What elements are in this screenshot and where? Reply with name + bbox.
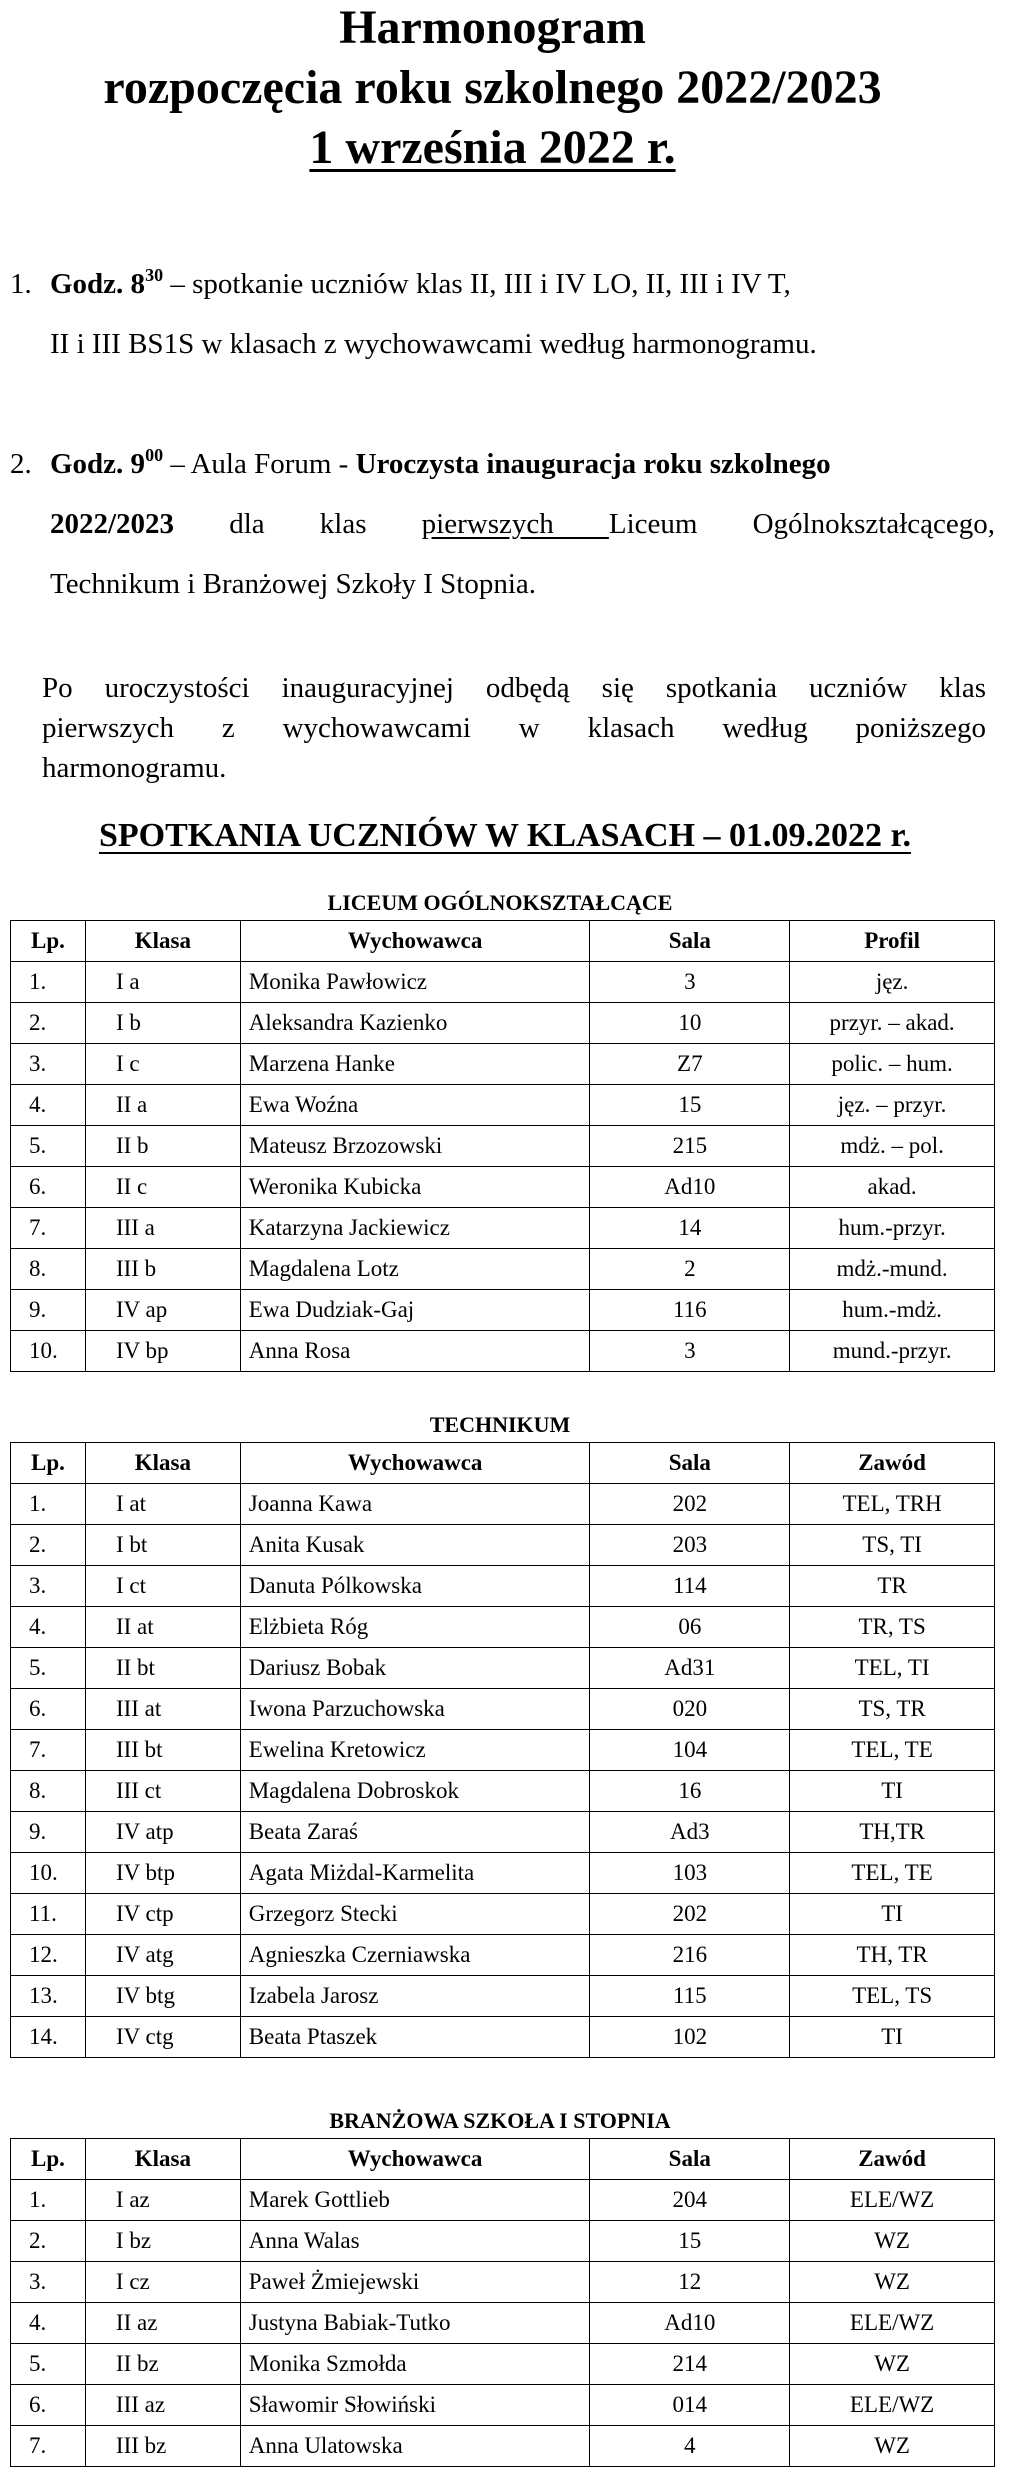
table-row — [11, 2303, 995, 2344]
cell-sala: 214 — [590, 2344, 790, 2385]
table-row — [11, 1812, 995, 1853]
cell-sala: 3 — [590, 1331, 790, 1372]
cell-sala: 16 — [590, 1771, 790, 1812]
cell-wychowawca: Aleksandra Kazienko — [240, 1003, 590, 1044]
cell-profil: WZ — [790, 2344, 995, 2385]
item-line — [50, 265, 995, 301]
cell-sala: 104 — [590, 1730, 790, 1771]
cell-profil: TEL, TS — [790, 1976, 995, 2017]
table-row — [11, 1167, 995, 1208]
cell-sala: 215 — [590, 1126, 790, 1167]
item-time: Godz. $8^{30}$ — [50, 265, 164, 300]
section-title-branzowa: BRANŻOWA SZKOŁA I STOPNIA — [329, 2108, 671, 2133]
cell-sala: Ad10 — [590, 2303, 790, 2344]
col-header: Sala — [590, 1443, 790, 1484]
section-title-technikum: TECHNIKUM — [429, 1412, 571, 1437]
cell-lp: 5. — [11, 2344, 86, 2385]
cell-wychowawca: Marzena Hanke — [240, 1044, 590, 1085]
cell-sala: 103 — [590, 1853, 790, 1894]
cell-profil: TS, TR — [790, 1689, 995, 1730]
table-row — [11, 2180, 995, 2221]
cell-sala: 216 — [590, 1935, 790, 1976]
cell-sala: 14 — [590, 1208, 790, 1249]
table-lo — [10, 920, 995, 1372]
cell-wychowawca: Monika Pawłowicz — [240, 962, 590, 1003]
cell-lp: 5. — [11, 1648, 86, 1689]
cell-lp: 4. — [11, 1085, 86, 1126]
cell-lp: 4. — [11, 2303, 86, 2344]
cell-wychowawca: Agata Miżdal-Karmelita — [240, 1853, 590, 1894]
cell-sala: 202 — [590, 1894, 790, 1935]
table-row — [11, 2385, 995, 2426]
cell-wychowawca: Paweł Żmiejewski — [240, 2262, 590, 2303]
cell-wychowawca: Dariusz Bobak — [240, 1648, 590, 1689]
cell-sala: 3 — [590, 962, 790, 1003]
cell-wychowawca: Grzegorz Stecki — [240, 1894, 590, 1935]
cell-klasa: I az — [85, 2180, 240, 2221]
cell-wychowawca: Katarzyna Jackiewicz — [240, 1208, 590, 1249]
cell-lp: 7. — [11, 1208, 86, 1249]
cell-klasa: IV ctg — [85, 2017, 240, 2058]
col-header: Klasa — [85, 2139, 240, 2180]
cell-klasa: I at — [85, 1484, 240, 1525]
cell-klasa: I a — [85, 962, 240, 1003]
cell-wychowawca: Anna Walas — [240, 2221, 590, 2262]
table-row — [11, 1085, 995, 1126]
cell-klasa: III b — [85, 1249, 240, 1290]
cell-lp: 3. — [11, 2262, 86, 2303]
cell-sala: 4 — [590, 2426, 790, 2467]
col-header: Zawód — [790, 2139, 995, 2180]
cell-wychowawca: Monika Szmołda — [240, 2344, 590, 2385]
table-branzowa — [10, 2138, 995, 2467]
cell-wychowawca: Ewa Dudziak-Gaj — [240, 1290, 590, 1331]
cell-klasa: II az — [85, 2303, 240, 2344]
cell-wychowawca: Marek Gottlieb — [240, 2180, 590, 2221]
cell-lp: 10. — [11, 1853, 86, 1894]
col-header: Wychowawca — [240, 921, 590, 962]
cell-profil: mund.-przyr. — [790, 1331, 995, 1372]
col-header: Lp. — [11, 921, 86, 962]
table-row — [11, 2262, 995, 2303]
title-line-1: Harmonogram — [339, 1, 646, 54]
cell-klasa: I bt — [85, 1525, 240, 1566]
item-line: Technikum i Branżowej Szkoły I Stopnia. — [50, 568, 537, 600]
cell-klasa: I b — [85, 1003, 240, 1044]
cell-lp: 6. — [11, 1689, 86, 1730]
cell-wychowawca: Anita Kusak — [240, 1525, 590, 1566]
cell-sala: 204 — [590, 2180, 790, 2221]
cell-profil: przyr. – akad. — [790, 1003, 995, 1044]
cell-profil: TEL, TRH — [790, 1484, 995, 1525]
cell-sala: 102 — [590, 2017, 790, 2058]
cell-profil: TI — [790, 2017, 995, 2058]
cell-profil: hum.-mdż. — [790, 1290, 995, 1331]
cell-lp: 5. — [11, 1126, 86, 1167]
cell-klasa: III az — [85, 2385, 240, 2426]
cell-klasa: III bz — [85, 2426, 240, 2467]
cell-klasa: I c — [85, 1044, 240, 1085]
cell-sala: 020 — [590, 1689, 790, 1730]
cell-klasa: IV atp — [85, 1812, 240, 1853]
cell-sala: 10 — [590, 1003, 790, 1044]
table-row — [11, 2344, 995, 2385]
section-title-lo: LICEUM OGÓLNOKSZTAŁCĄCE — [327, 890, 673, 915]
cell-wychowawca: Agnieszka Czerniawska — [240, 1935, 590, 1976]
cell-wychowawca: Danuta Pólkowska — [240, 1566, 590, 1607]
cell-klasa: I ct — [85, 1566, 240, 1607]
table-header-row — [11, 1443, 995, 1484]
table-row — [11, 1208, 995, 1249]
cell-profil: TEL, TI — [790, 1648, 995, 1689]
meetings-subtitle: SPOTKANIA UCZNIÓW W KLASACH – 01.09.2022 r. — [98, 817, 912, 854]
cell-sala: 116 — [590, 1290, 790, 1331]
cell-lp: 6. — [11, 2385, 86, 2426]
cell-profil: TEL, TE — [790, 1730, 995, 1771]
cell-wychowawca: Ewa Woźna — [240, 1085, 590, 1126]
cell-sala: 014 — [590, 2385, 790, 2426]
col-header: Klasa — [85, 1443, 240, 1484]
table-row — [11, 1730, 995, 1771]
table-header-row — [11, 921, 995, 962]
cell-profil: ELE/WZ — [790, 2303, 995, 2344]
cell-klasa: III ct — [85, 1771, 240, 1812]
cell-wychowawca: Mateusz Brzozowski — [240, 1126, 590, 1167]
cell-wychowawca: Beata Ptaszek — [240, 2017, 590, 2058]
table-row — [11, 1689, 995, 1730]
item-line: 2022/2023 dla klas pierwszych Liceum Ogólnokształcącego, — [50, 508, 995, 540]
item-text: – Aula Forum - — [163, 448, 356, 480]
cell-sala: 15 — [590, 2221, 790, 2262]
cell-profil: WZ — [790, 2221, 995, 2262]
cell-lp: 8. — [11, 1771, 86, 1812]
title-line-2: rozpoczęcia roku szkolnego 2022/2023 — [103, 61, 882, 114]
cell-wychowawca: Sławomir Słowiński — [240, 2385, 590, 2426]
cell-wychowawca: Justyna Babiak-Tutko — [240, 2303, 590, 2344]
cell-klasa: III a — [85, 1208, 240, 1249]
table-row — [11, 1249, 995, 1290]
cell-wychowawca: Weronika Kubicka — [240, 1167, 590, 1208]
cell-wychowawca: Elżbieta Róg — [240, 1607, 590, 1648]
col-header: Profil — [790, 921, 995, 962]
cell-sala: Z7 — [590, 1044, 790, 1085]
table-row — [11, 1607, 995, 1648]
cell-wychowawca: Iwona Parzuchowska — [240, 1689, 590, 1730]
col-header: Zawód — [790, 1443, 995, 1484]
table-row — [11, 1525, 995, 1566]
cell-profil: TR, TS — [790, 1607, 995, 1648]
cell-wychowawca: Izabela Jarosz — [240, 1976, 590, 2017]
cell-sala: Ad10 — [590, 1167, 790, 1208]
col-header: Klasa — [85, 921, 240, 962]
cell-lp: 1. — [11, 1484, 86, 1525]
cell-sala: 202 — [590, 1484, 790, 1525]
cell-klasa: IV bp — [85, 1331, 240, 1372]
table-row — [11, 1853, 995, 1894]
col-header: Sala — [590, 921, 790, 962]
cell-profil: mdż.-mund. — [790, 1249, 995, 1290]
info-paragraph: Po uroczystości inauguracyjnej odbędą się spotkania uczniów klas pierwszych z wychowawcami w klasach według poniższego harmonogramu. — [42, 672, 986, 784]
cell-profil: polic. – hum. — [790, 1044, 995, 1085]
cell-klasa: II bt — [85, 1648, 240, 1689]
table-row — [11, 1648, 995, 1689]
cell-sala: 06 — [590, 1607, 790, 1648]
cell-profil: TEL, TE — [790, 1853, 995, 1894]
table-row — [11, 1126, 995, 1167]
cell-profil: TR — [790, 1566, 995, 1607]
cell-lp: 10. — [11, 1331, 86, 1372]
cell-profil: ELE/WZ — [790, 2180, 995, 2221]
cell-klasa: IV btg — [85, 1976, 240, 2017]
item-time: Godz. $9^{00}$ — [50, 445, 164, 480]
title-date: 1 września 2022 r. — [309, 121, 676, 174]
table-technikum — [10, 1442, 995, 2058]
cell-sala: 115 — [590, 1976, 790, 2017]
table-row — [11, 1331, 995, 1372]
cell-profil: TI — [790, 1771, 995, 1812]
cell-klasa: II b — [85, 1126, 240, 1167]
cell-klasa: I cz — [85, 2262, 240, 2303]
cell-klasa: IV btp — [85, 1853, 240, 1894]
table-row — [11, 1044, 995, 1085]
cell-klasa: III at — [85, 1689, 240, 1730]
cell-klasa: II at — [85, 1607, 240, 1648]
cell-profil: TI — [790, 1894, 995, 1935]
cell-wychowawca: Magdalena Lotz — [240, 1249, 590, 1290]
col-header: Lp. — [11, 2139, 86, 2180]
cell-lp: 8. — [11, 1249, 86, 1290]
cell-profil: ELE/WZ — [790, 2385, 995, 2426]
table-row — [11, 1566, 995, 1607]
item-text: – spotkanie uczniów klas II, III i IV LO, II, III i IV T, — [163, 268, 791, 300]
table-row — [11, 2426, 995, 2467]
item-line — [50, 445, 995, 481]
cell-profil: jęz. — [790, 962, 995, 1003]
cell-lp: 13. — [11, 1976, 86, 2017]
col-header: Sala — [590, 2139, 790, 2180]
cell-lp: 11. — [11, 1894, 86, 1935]
cell-profil: mdż. – pol. — [790, 1126, 995, 1167]
cell-lp: 6. — [11, 1167, 86, 1208]
cell-wychowawca: Anna Ulatowska — [240, 2426, 590, 2467]
cell-klasa: II a — [85, 1085, 240, 1126]
table-row — [11, 1484, 995, 1525]
table-header-row — [11, 2139, 995, 2180]
cell-sala: Ad3 — [590, 1812, 790, 1853]
cell-lp: 2. — [11, 1525, 86, 1566]
cell-profil: WZ — [790, 2262, 995, 2303]
cell-wychowawca: Anna Rosa — [240, 1331, 590, 1372]
col-header: Lp. — [11, 1443, 86, 1484]
cell-profil: WZ — [790, 2426, 995, 2467]
item-number: 2. — [10, 448, 32, 480]
table-row — [11, 2017, 995, 2058]
cell-lp: 7. — [11, 1730, 86, 1771]
cell-klasa: III bt — [85, 1730, 240, 1771]
cell-profil: TH,TR — [790, 1812, 995, 1853]
cell-lp: 7. — [11, 2426, 86, 2467]
table-row — [11, 1935, 995, 1976]
cell-lp: 3. — [11, 1566, 86, 1607]
cell-wychowawca: Ewelina Kretowicz — [240, 1730, 590, 1771]
cell-profil: akad. — [790, 1167, 995, 1208]
cell-lp: 12. — [11, 1935, 86, 1976]
cell-profil: hum.-przyr. — [790, 1208, 995, 1249]
cell-klasa: IV ctp — [85, 1894, 240, 1935]
cell-klasa: IV atg — [85, 1935, 240, 1976]
cell-lp: 2. — [11, 2221, 86, 2262]
cell-lp: 1. — [11, 962, 86, 1003]
cell-lp: 1. — [11, 2180, 86, 2221]
cell-sala: 15 — [590, 1085, 790, 1126]
cell-lp: 9. — [11, 1290, 86, 1331]
table-row — [11, 1771, 995, 1812]
item-line: II i III BS1S w klasach z wychowawcami według harmonogramu. — [50, 328, 817, 360]
cell-lp: 4. — [11, 1607, 86, 1648]
item-event: Uroczysta inauguracja roku szkolnego — [355, 448, 831, 480]
cell-klasa: II c — [85, 1167, 240, 1208]
cell-sala: 114 — [590, 1566, 790, 1607]
item-number: 1. — [10, 268, 32, 300]
table-row — [11, 2221, 995, 2262]
cell-sala: 203 — [590, 1525, 790, 1566]
cell-wychowawca: Beata Zaraś — [240, 1812, 590, 1853]
col-header: Wychowawca — [240, 1443, 590, 1484]
cell-sala: 2 — [590, 1249, 790, 1290]
cell-profil: TH, TR — [790, 1935, 995, 1976]
cell-klasa: II bz — [85, 2344, 240, 2385]
cell-klasa: I bz — [85, 2221, 240, 2262]
table-row — [11, 1894, 995, 1935]
cell-profil: TS, TI — [790, 1525, 995, 1566]
table-row — [11, 962, 995, 1003]
col-header: Wychowawca — [240, 2139, 590, 2180]
cell-lp: 3. — [11, 1044, 86, 1085]
cell-profil: jęz. – przyr. — [790, 1085, 995, 1126]
title-line-3 — [0, 120, 985, 176]
cell-lp: 14. — [11, 2017, 86, 2058]
table-row — [11, 1003, 995, 1044]
cell-lp: 9. — [11, 1812, 86, 1853]
cell-sala: Ad31 — [590, 1648, 790, 1689]
table-row — [11, 1290, 995, 1331]
cell-lp: 2. — [11, 1003, 86, 1044]
cell-wychowawca: Joanna Kawa — [240, 1484, 590, 1525]
cell-sala: 12 — [590, 2262, 790, 2303]
cell-wychowawca: Magdalena Dobroskok — [240, 1771, 590, 1812]
table-row — [11, 1976, 995, 2017]
cell-klasa: IV ap — [85, 1290, 240, 1331]
